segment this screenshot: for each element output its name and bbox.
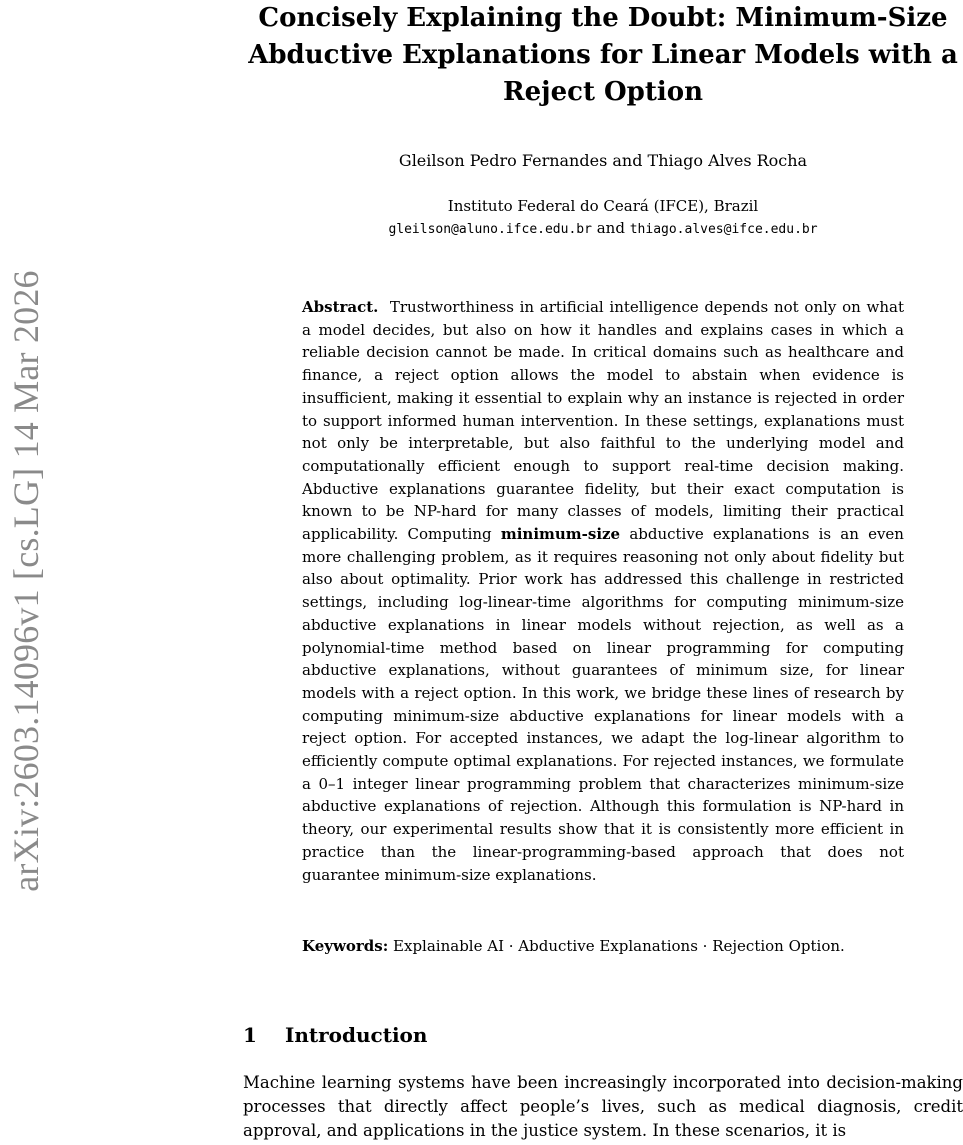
keywords bbox=[302, 935, 904, 958]
author-email-2[interactable]: thiago.alves@ifce.edu.br bbox=[629, 222, 818, 237]
email-line bbox=[243, 217, 963, 241]
abstract-label: Abstract. bbox=[302, 298, 379, 316]
abstract-emphasis: minimum-size bbox=[500, 525, 621, 544]
paper-title bbox=[243, 0, 963, 111]
author-list: Gleilson Pedro Fernandes and Thiago Alves Rocha bbox=[398, 151, 808, 170]
section-heading-introduction bbox=[243, 1020, 427, 1050]
email-conjunction: and bbox=[596, 219, 625, 237]
institution: Instituto Federal do Ceará (IFCE), Brazil bbox=[447, 197, 759, 215]
title-line-1: Concisely Explaining the Doubt: Minimum-Size bbox=[258, 3, 948, 33]
section-number: 1 bbox=[243, 1023, 257, 1047]
author-email-1[interactable]: gleilson@aluno.ifce.edu.br bbox=[388, 222, 592, 237]
title-line-3: Reject Option bbox=[503, 77, 703, 107]
title-line-2: Abductive Explanations for Linear Models with a bbox=[248, 40, 958, 70]
abstract-text-part1: Trustworthiness in artificial intelligence depends not only on what a model decides, but also on how it handles and explains cases in which a reliable decision cannot be made. In critical domains such as healthcare and finance, a reject option allows the model to abstain when evidence is insufficient, making it essential to explain why an instance is rejected in order to support informed human intervention. In these settings, explanations must not only be interpretable, but also faithful to the underlying model and computationally efficient enough to support real-time decision making. Abductive explanations guarantee fidelity, but their exact computation is known to be NP-hard for many classes of models, limiting their practical applicability. Computing bbox=[302, 298, 904, 544]
introduction-paragraph: Machine learning systems have been increasingly incorporated into decision-making processes that directly affect people’s lives, such as medical diagnosis, credit approval, and applications in the justice system. In these scenarios, it is bbox=[243, 1073, 963, 1141]
keywords-text: Explainable AI · Abductive Explanations · Rejection Option. bbox=[393, 937, 845, 955]
abstract bbox=[302, 296, 904, 886]
section-title-text: Introduction bbox=[285, 1023, 428, 1047]
affiliation-block bbox=[243, 195, 963, 241]
keywords-label: Keywords: bbox=[302, 937, 389, 955]
arxiv-identifier-stamp: arXiv:2603.14096v1 [cs.LG] 14 Mar 2026 bbox=[6, 270, 46, 892]
abstract-text-part2: abductive explanations is an even more challenging problem, as it requires reasoning not only about fidelity but also about optimality. Prior work has addressed this challenge in restricted settings, including log-linear-time algorithms for computing minimum-size abductive explanations in linear models without rejection, as well as a polynomial-time method based on linear programming for computing abductive explanations, without guarantees of minimum size, for linear models with a reject option. In this work, we bridge these lines of research by computing minimum-size abductive explanations for linear models with a reject option. For accepted instances, we adapt the log-linear algorithm to efficiently compute optimal explanations. For rejected instances, we formulate a 0–1 integer linear programming problem that characterizes minimum-size abductive explanations of rejection. Although this formulation is NP-hard in theory, our experimental results show that it is consistently more efficient in practice than the linear-programming-based approach that does not guarantee minimum-size explanations. bbox=[302, 525, 904, 884]
